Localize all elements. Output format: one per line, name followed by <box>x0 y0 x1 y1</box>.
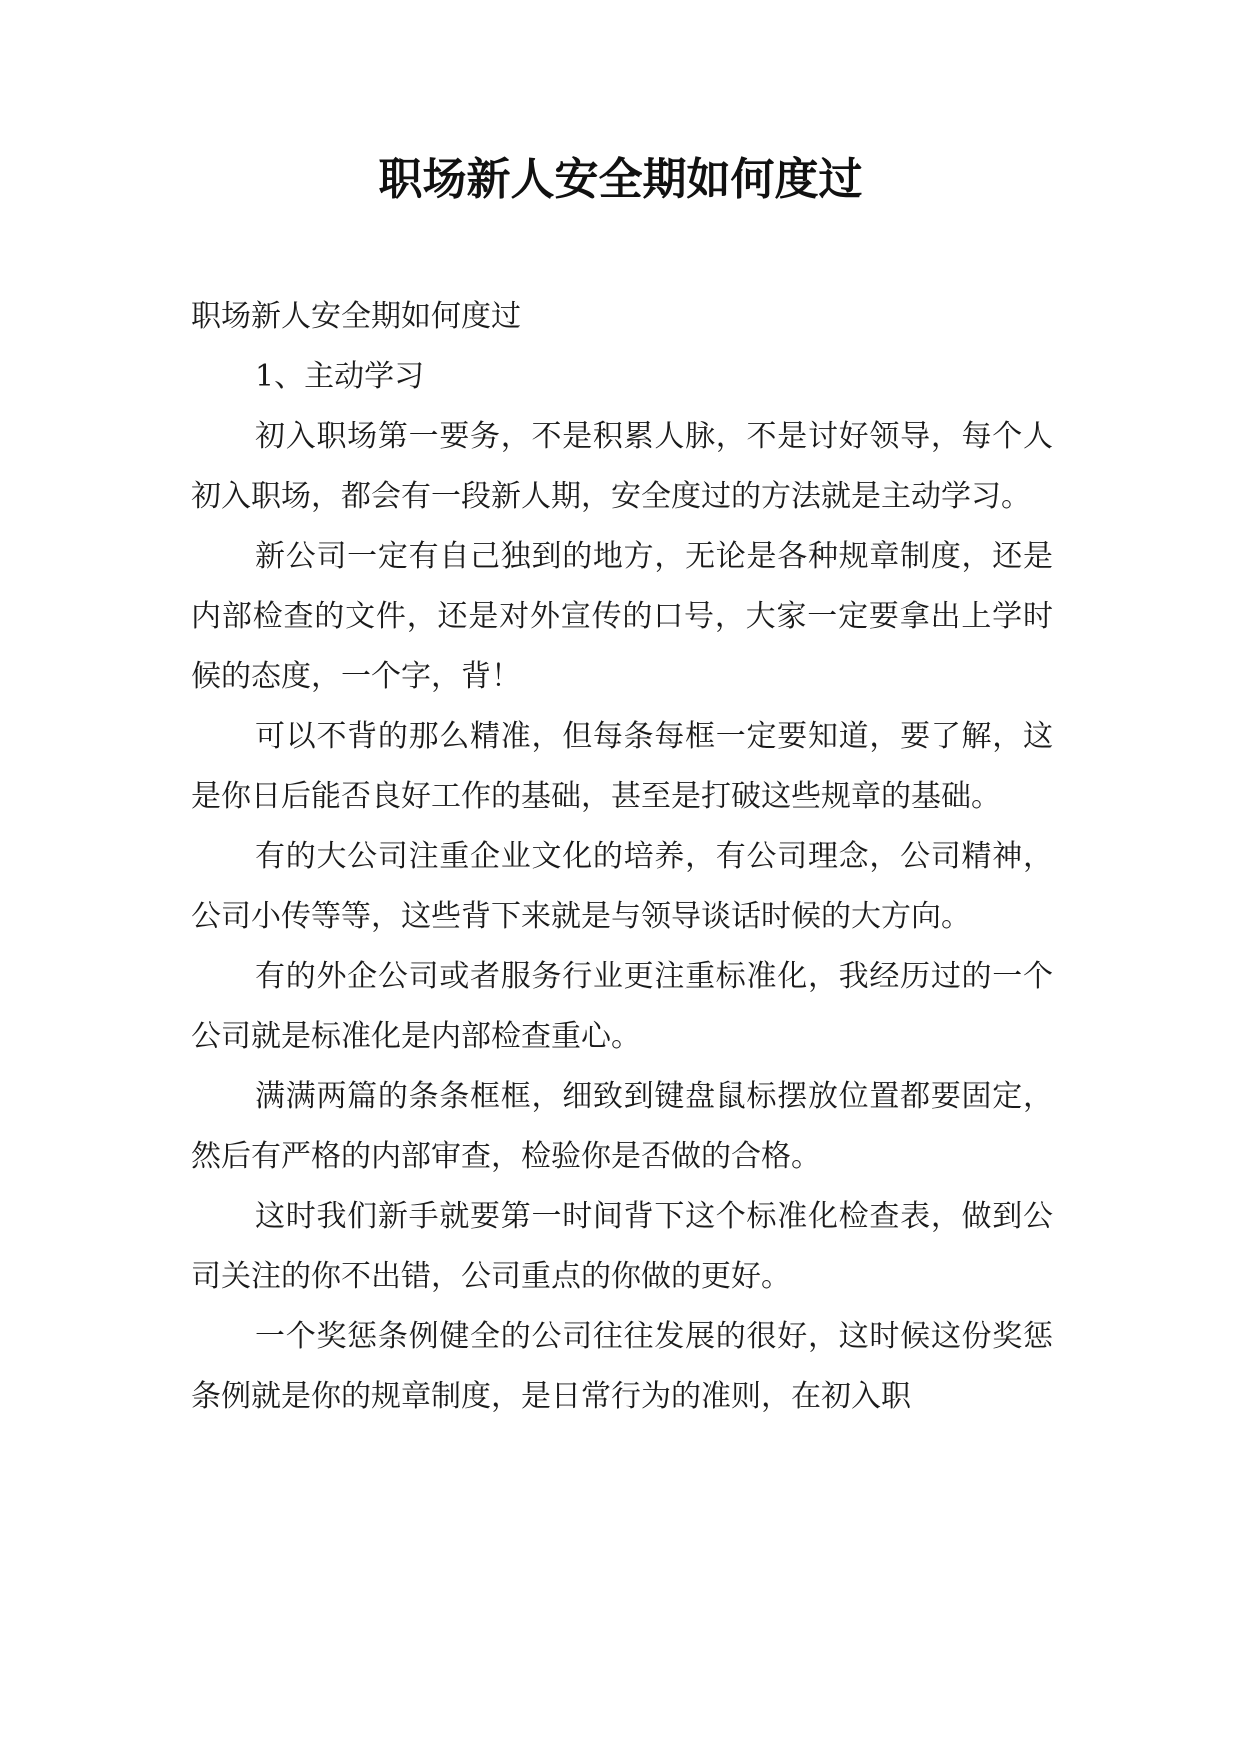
document-title: 职场新人安全期如何度过 <box>378 154 863 205</box>
document-body <box>191 287 1053 1427</box>
paragraph: 初入职场第一要务，不是积累人脉，不是讨好领导，每个人初入职场，都会有一段新人期，安全度过的方法就是主动学习。 <box>191 419 1053 514</box>
paragraph: 有的大公司注重企业文化的培养，有公司理念，公司精神，公司小传等等，这些背下来就是与领导谈话时候的大方向。 <box>191 839 1053 934</box>
section-heading: 1、主动学习 <box>255 359 425 394</box>
paragraph: 这时我们新手就要第一时间背下这个标准化检查表，做到公司关注的你不出错，公司重点的你做的更好。 <box>191 1199 1053 1294</box>
body-heading: 职场新人安全期如何度过 <box>191 299 521 334</box>
paragraph: 可以不背的那么精准，但每条每框一定要知道，要了解，这是你日后能否良好工作的基础，甚至是打破这些规章的基础。 <box>191 719 1053 814</box>
paragraph: 有的外企公司或者服务行业更注重标准化，我经历过的一个公司就是标准化是内部检查重心。 <box>191 959 1053 1054</box>
paragraph: 满满两篇的条条框框，细致到键盘鼠标摆放位置都要固定，然后有严格的内部审查，检验你是否做的合格。 <box>191 1079 1053 1174</box>
paragraph: 新公司一定有自己独到的地方，无论是各种规章制度，还是内部检查的文件，还是对外宣传的口号，大家一定要拿出上学时候的态度，一个字，背！ <box>191 539 1053 694</box>
paragraph: 一个奖惩条例健全的公司往往发展的很好，这时候这份奖惩条例就是你的规章制度，是日常行为的准则，在初入职 <box>191 1319 1053 1414</box>
